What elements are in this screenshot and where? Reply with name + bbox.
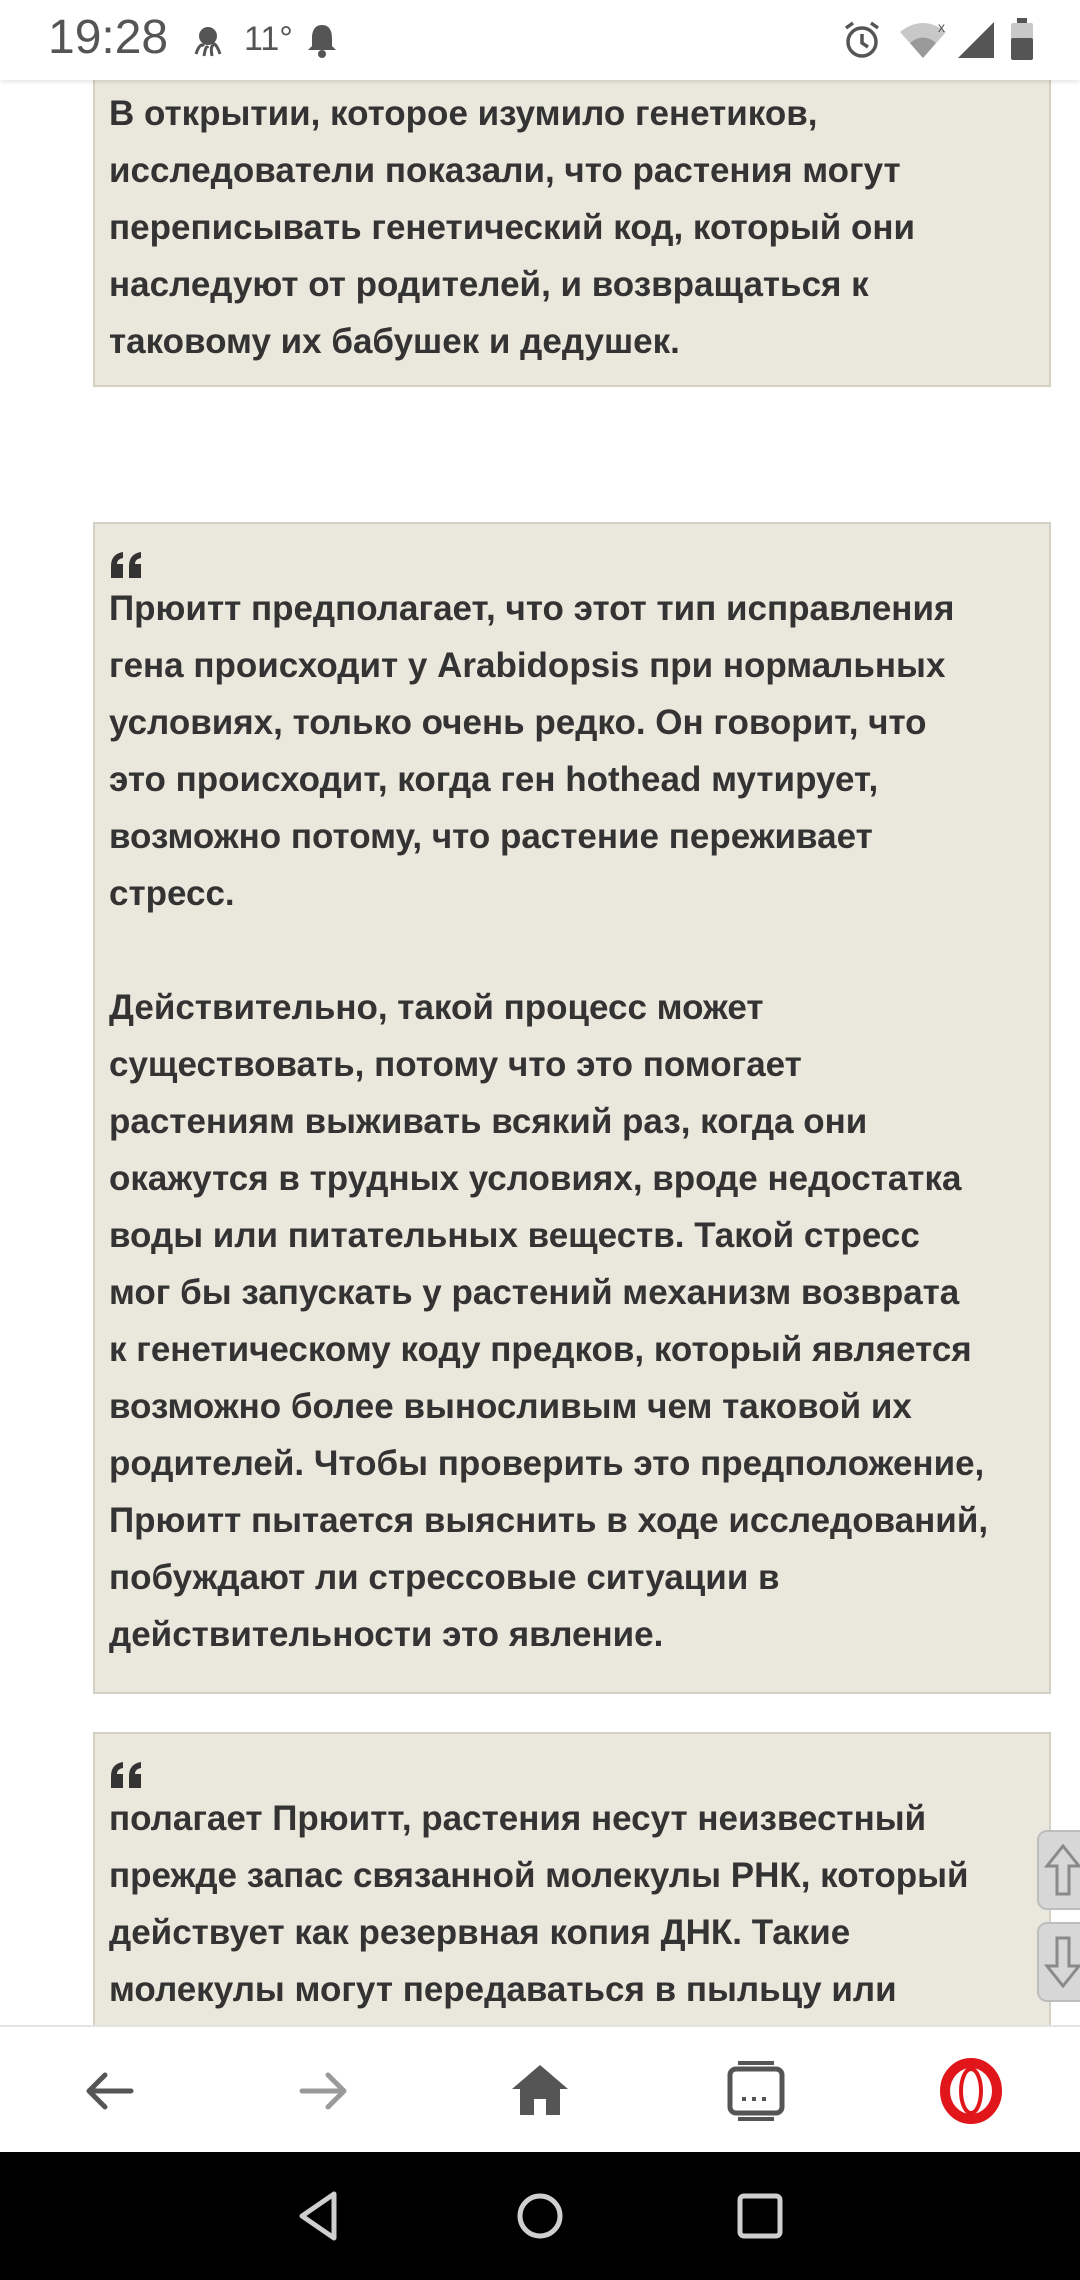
- quote-text: полагает Прюитт, растения несут неизвестный прежде запас связанной молекулы РНК, который действует как резервная копия ДНК. Такие молекулы могут передаваться в пыльцу или: [109, 1799, 969, 2009]
- arrow-down-icon: [1043, 1932, 1080, 1992]
- system-recents-icon[interactable]: [730, 2186, 790, 2246]
- svg-text:x: x: [938, 20, 945, 35]
- quote-block: [93, 522, 1051, 1694]
- system-home-icon[interactable]: [510, 2186, 570, 2246]
- browser-navigation-bar: [0, 2025, 1080, 2154]
- forward-arrow-icon[interactable]: [288, 2055, 360, 2127]
- article-content: [0, 80, 1080, 2025]
- quote-text: В открытии, которое изумило генетиков, исследователи показали, что растения могут переписывать генетический код, который они наследуют от родителей, и возвращаться к таковому их бабушек и дедушек.: [109, 94, 916, 361]
- quote-icon: [109, 1760, 143, 1790]
- status-bar: [0, 0, 1080, 80]
- tabs-icon[interactable]: [720, 2055, 792, 2127]
- status-temperature: 11°: [244, 20, 293, 58]
- system-navigation-bar: [0, 2152, 1080, 2280]
- status-time: 19:28: [48, 11, 169, 64]
- arrow-up-icon: [1043, 1840, 1080, 1900]
- opera-menu-icon[interactable]: [935, 2055, 1007, 2127]
- system-back-icon[interactable]: [290, 2186, 350, 2246]
- quote-icon: [109, 550, 143, 580]
- octopus-icon: [190, 24, 226, 58]
- quote-text: Прюитт предполагает, что этот тип исправления гена происходит у Arabidopsis при нормальных условиях, только очень редко. Он говорит, что это происходит, когда ген hothead мутирует, возможно потому, что растение переживает стресс. Действительно, такой процесс может существовать, потому что это помогает растениям выживать всякий раз, когда они окажутся в трудных условиях, вроде недостатка воды или питательных веществ. Такой стресс мог бы запускать у растений механизм возврата к генетическому коду предков, который является возможно более выносливым чем таковой их родителей. Чтобы проверить это предположение, Прюитт пытается выяснить в ходе исследований, побуждают ли стрессовые ситуации в действительности это явление.: [109, 589, 989, 1654]
- battery-icon: [1010, 18, 1034, 60]
- scroll-down-button[interactable]: [1037, 1922, 1080, 2002]
- alarm-icon: [842, 20, 882, 60]
- notification-bell-icon: [306, 22, 338, 58]
- signal-icon: [956, 20, 996, 60]
- scroll-up-button[interactable]: [1037, 1830, 1080, 1910]
- back-arrow-icon[interactable]: [73, 2055, 145, 2127]
- quote-block: [93, 80, 1051, 387]
- wifi-icon: [898, 20, 948, 60]
- quote-block: [93, 1732, 1051, 2025]
- home-icon[interactable]: [504, 2055, 576, 2127]
